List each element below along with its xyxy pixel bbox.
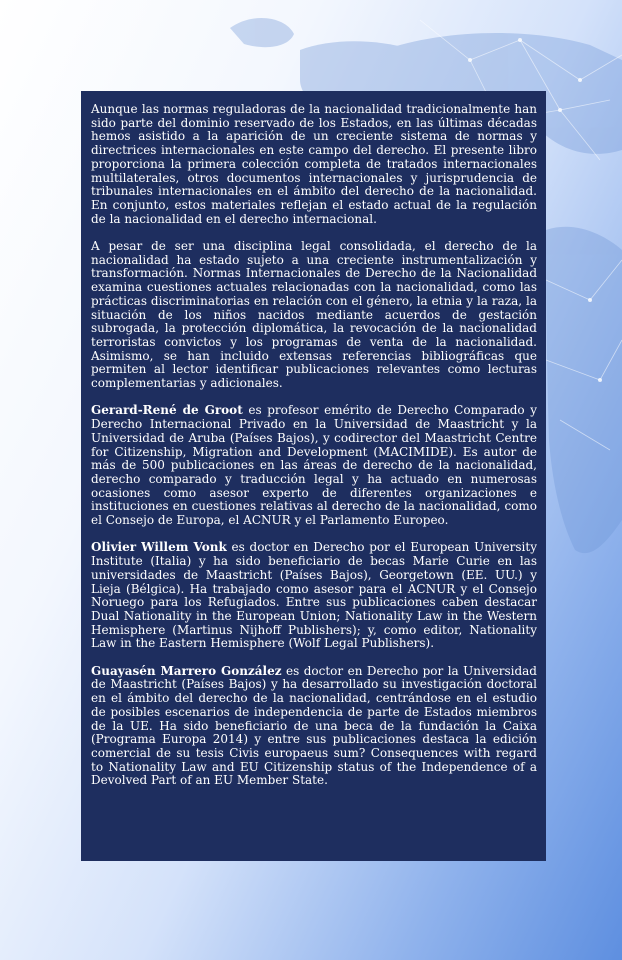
intro-paragraph: Aunque las normas reguladoras de la nacionalidad tradicionalmente han sido parte del dominio reservado de los Estados, en las últimas décadas hemos asistido a la aparición de un creciente sistema de normas y directrices internacionales en este campo del derecho. El presente libro proporciona la primera colección completa de tratados internacionales multilaterales, otros documentos internacionales y jurisprudencia de tribunales internacionales en el ámbito del derecho de la nacionalidad. En conjunto, estos materiales reflejan el estado actual de la regulación de la nacionalidad en el derecho internacional. <box>91 102 537 226</box>
back-cover-text-panel <box>81 91 546 861</box>
author-name: Olivier Willem Vonk <box>91 540 227 555</box>
author-bio: es doctor en Derecho por la Universidad de Maastricht (Países Bajos) y ha desarrollado su investigación doctoral en el ámbito del derecho de la nacionalidad, centrándose en el estudio de posibles escenarios de independencia de parte de Estados miembros de la UE. Ha sido beneficiario de una beca de la fundación la Caixa (Programa Europa 2014) y entre sus publicaciones destaca la edición comercial de su tesis Civis europaeus sum? Consequences with regard to Nationality Law and EU Citizenship status of the Independence of a Devolved Part of an EU Member State. <box>91 663 537 788</box>
author-bio-paragraph <box>91 665 537 788</box>
discipline-paragraph: A pesar de ser una disciplina legal consolidada, el derecho de la nacionalidad ha estado sujeto a una creciente instrumentalización y transformación. Normas Internacionales de Derecho de la Nacionalidad examina cuestiones actuales relacionadas con la nacionalidad, como las prácticas discriminatorias en relación con el género, la etnia y la raza, la situación de los niños nacidos mediante acuerdos de gestación subrogada, la protección diplomática, la revocación de la nacionalidad terroristas convictos y los programas de venta de la nacionalidad. Asimismo, se han incluido extensas referencias bibliográficas que permiten al lector identificar publicaciones relevantes como lecturas complementarias y adicionales. <box>91 239 537 391</box>
author-name: Gerard-René de Groot <box>91 403 243 418</box>
author-bio-paragraph <box>91 404 537 527</box>
author-bio: es profesor emérito de Derecho Comparado y Derecho Internacional Privado en la Universidad de Maastricht y la Universidad de Aruba (Países Bajos), y codirector del Maastricht Centre for Citizenship, Migration and Development (MACIMIDE). Es autor de más de 500 publicaciones en las áreas de derecho de la nacionalidad, derecho comparado y traducción legal y ha actuado en numerosas ocasiones como asesor experto de diferentes organizaciones e instituciones en cuestiones relativas al derecho de la nacionalidad, como el Consejo de Europa, el ACNUR y el Parlamento Europeo. <box>91 403 537 528</box>
author-name: Guayasén Marrero González <box>91 663 282 678</box>
author-bio: es doctor en Derecho por el European University Institute (Italia) y ha sido beneficiario de becas Marie Curie en las universidades de Maastricht (Países Bajos), Georgetown (EE. UU.) y Lieja (Bélgica). Ha trabajado como asesor para el ACNUR y el Consejo Noruego para los Refugiados. Entre sus publicaciones caben destacar Dual Nationality in the European Union; Nationality Law in the Western Hemisphere (Martinus Nijhoff Publishers); y, como editor, Nationality Law in the Eastern Hemisphere (Wolf Legal Publishers). <box>91 540 537 651</box>
author-bio-paragraph <box>91 541 537 651</box>
